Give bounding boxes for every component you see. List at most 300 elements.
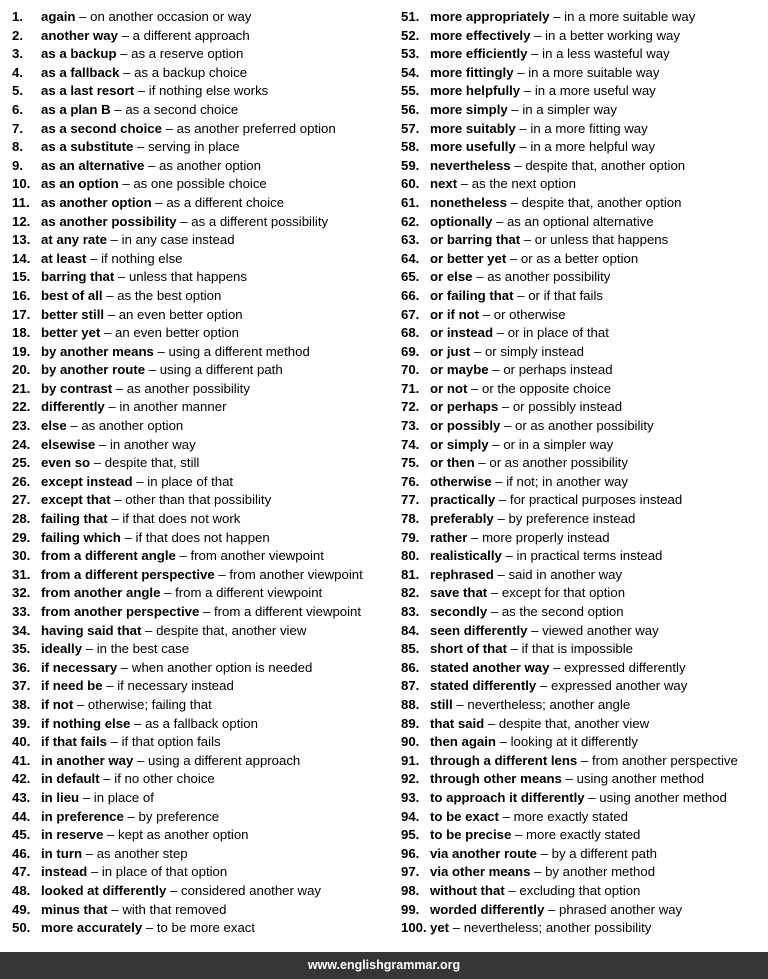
item-definition: as another step [96,845,188,861]
list-item [401,157,766,176]
item-definition: more exactly stated [513,808,628,824]
item-definition: as an optional alternative [506,213,654,229]
item-definition: a different approach [132,27,250,43]
list-item [401,213,766,232]
item-definition: as a different possibility [191,213,329,229]
item-text [41,213,328,232]
item-number: 24. [12,436,31,452]
item-term: as another possibility [41,213,177,229]
item-text [430,752,738,771]
item-separator: – [106,232,122,248]
item-number: 44. [12,808,31,824]
list-item [401,231,766,250]
item-term: as an option [41,176,119,192]
item-separator: – [153,343,169,359]
item-number: 12. [12,213,31,229]
item-separator: – [118,176,134,192]
item-text [430,901,682,920]
item-number: 56. [401,101,420,117]
item-text [430,8,695,27]
item-separator: – [472,269,488,285]
list-item [12,677,392,696]
item-number: 60. [401,176,420,192]
item-number: 70. [401,362,420,378]
item-separator: – [134,83,149,99]
item-separator: – [452,696,468,712]
list-item [401,268,766,287]
item-number: 46. [12,845,31,861]
item-definition: or otherwise [493,306,566,322]
list-item [401,770,766,789]
item-separator: – [498,808,514,824]
item-number: 78. [401,511,420,527]
item-definition: despite that, another option [521,194,682,210]
item-term: minus that [41,901,108,917]
left-column [12,8,392,938]
item-number: 9. [12,157,23,173]
item-definition: an even better option [115,325,239,341]
item-text [41,603,361,622]
word-list [0,8,768,948]
item-number: 84. [401,622,420,638]
item-separator: – [144,157,160,173]
item-term: having said that [41,622,142,638]
item-number: 80. [401,548,420,564]
item-number: 49. [12,901,31,917]
item-term: from a different angle [41,548,176,564]
list-item [401,175,766,194]
list-item [12,808,392,827]
item-definition: by preference instead [508,511,636,527]
list-item [401,622,766,641]
list-item [12,138,392,157]
list-item [401,473,766,492]
item-term: or else [430,269,473,285]
item-term: if not [41,696,74,712]
item-number: 6. [12,101,23,117]
item-number: 38. [12,696,31,712]
item-separator: – [495,492,510,508]
item-text [41,584,322,603]
item-text [41,417,183,436]
item-term: except instead [41,473,133,489]
item-term: more accurately [41,920,143,936]
right-column [401,8,766,938]
item-number: 30. [12,548,31,564]
item-text [430,473,628,492]
item-text [430,677,687,696]
item-number: 57. [401,120,420,136]
list-item [12,547,392,566]
list-item [12,659,392,678]
item-separator: – [112,380,127,396]
item-number: 23. [12,418,31,434]
item-definition: or as another possibility [515,418,654,434]
list-item [401,306,766,325]
list-item [401,120,766,139]
item-separator: – [537,845,552,861]
item-text [41,547,324,566]
item-term: as a substitute [41,139,134,155]
item-text [430,231,668,250]
item-number: 62. [401,213,420,229]
item-term: by another route [41,362,146,378]
item-separator: – [82,845,97,861]
item-term: nonetheless [430,194,507,210]
item-definition: expressed another way [550,678,688,694]
list-item [401,715,766,734]
item-term: or perhaps [430,399,499,415]
item-separator: – [133,139,149,155]
item-text [41,324,239,343]
item-term: stated another way [430,659,550,675]
item-number: 68. [401,325,420,341]
item-number: 39. [12,715,31,731]
item-term: failing that [41,511,108,527]
item-text [41,510,240,529]
item-term: elsewise [41,436,96,452]
item-definition: as one possible choice [133,176,267,192]
list-item [12,882,392,901]
item-text [41,882,321,901]
item-separator: – [500,418,516,434]
item-text [430,175,576,194]
item-separator: – [493,511,509,527]
item-separator: – [520,83,535,99]
list-item [12,82,392,101]
item-number: 11. [12,194,30,210]
item-number: 87. [401,678,420,694]
item-separator: – [515,120,531,136]
item-term: seen differently [430,622,528,638]
item-number: 76. [401,473,420,489]
item-text [430,566,622,585]
item-separator: – [104,306,119,322]
item-definition: in a more fitting way [530,120,648,136]
list-item [12,157,392,176]
item-text [430,120,648,139]
item-term: without that [430,882,505,898]
item-term: otherwise [430,473,492,489]
list-item [12,603,392,622]
item-separator: – [90,455,105,471]
item-text [41,175,267,194]
item-text [41,919,255,938]
item-term: still [430,696,453,712]
item-text [430,547,662,566]
item-number: 14. [12,250,31,266]
item-text [41,27,250,46]
item-definition: looking at it differently [510,734,638,750]
item-term: in reserve [41,827,104,843]
item-text [430,138,655,157]
list-item [401,603,766,622]
item-definition: as another possibility [126,380,250,396]
item-number: 73. [401,418,420,434]
item-term: or then [430,455,475,471]
list-item [401,491,766,510]
item-term: then again [430,734,496,750]
list-item [12,919,392,938]
item-number: 13. [12,232,31,248]
item-text [430,789,727,808]
item-text [41,770,215,789]
item-definition: as the second option [501,604,624,619]
item-term: at least [41,250,87,266]
item-separator: – [493,566,509,582]
list-item [12,324,392,343]
list-item [12,268,392,287]
item-number: 66. [401,287,420,303]
list-item [401,138,766,157]
item-number: 96. [401,845,420,861]
item-separator: – [107,901,123,917]
list-item [401,584,766,603]
item-number: 4. [12,64,23,80]
item-text [430,584,625,603]
item-term: except that [41,492,111,508]
footer-site-url: www.englishgrammar.org [307,958,461,972]
item-term: or just [430,343,471,359]
item-definition: more properly instead [482,529,610,545]
list-item [12,194,392,213]
item-text [430,454,628,473]
item-separator: – [102,287,118,303]
item-separator: – [492,213,507,229]
item-term: more efficiently [430,46,528,62]
item-separator: – [141,622,157,638]
list-item [401,696,766,715]
item-definition: in place of that [147,473,234,489]
list-item [401,566,766,585]
item-number: 40. [12,734,31,750]
item-text [41,138,240,157]
item-separator: – [467,380,483,396]
item-term: even so [41,455,91,471]
item-text [430,157,685,176]
item-term: again [41,9,76,24]
item-number: 28. [12,511,31,527]
item-number: 69. [401,343,420,359]
item-definition: in another manner [119,399,227,415]
item-term: in another way [41,752,134,768]
item-term: by contrast [41,380,113,396]
item-number: 18. [12,325,31,341]
item-separator: – [214,566,230,582]
item-definition: or as another possibility [489,455,628,471]
item-definition: if no other choice [114,771,215,787]
item-number: 32. [12,585,31,601]
item-text [41,250,183,269]
item-definition: in a more useful way [534,83,656,99]
item-definition: if that option fails [121,734,221,750]
item-number: 100. [401,920,427,936]
item-text [41,566,363,585]
item-number: 63. [401,232,420,248]
item-definition: using a different method [168,343,310,359]
list-item [401,845,766,864]
item-text [430,640,633,659]
list-item [12,213,392,232]
item-separator: – [536,678,551,694]
list-item [401,287,766,306]
list-item [401,324,766,343]
item-number: 93. [401,789,420,805]
list-item [401,343,766,362]
item-text [41,82,268,101]
item-separator: – [513,287,529,303]
item-term: as another option [41,194,152,210]
item-definition: said in another way [508,566,623,582]
item-definition: as the best option [117,287,222,303]
item-definition: or simply instead [484,343,584,359]
item-separator: – [110,101,126,117]
list-item [12,64,392,83]
item-number: 41. [12,752,31,768]
list-item [12,901,392,920]
item-definition: as a fallback option [145,715,258,731]
item-definition: as a different choice [166,194,285,210]
item-text [430,82,656,101]
item-number: 3. [12,46,23,62]
item-term: next [430,176,458,192]
item-separator: – [104,399,120,415]
item-term: as a last resort [41,83,135,99]
item-definition: by a different path [551,845,658,861]
list-item [12,789,392,808]
item-definition: as another preferred option [176,120,336,136]
item-text [41,101,238,120]
item-text [430,324,609,343]
item-term: instead [41,864,88,880]
item-separator: – [457,176,472,192]
item-term: rephrased [430,566,494,582]
item-term: or barring that [430,232,521,248]
item-number: 74. [401,436,420,452]
list-item [12,566,392,585]
item-number: 37. [12,678,31,694]
item-separator: – [506,250,521,266]
item-separator: – [506,641,522,657]
item-separator: – [160,585,176,601]
list-item [12,175,392,194]
item-separator: – [130,715,146,731]
item-separator: – [561,771,577,787]
item-definition: in place of that option [101,864,228,880]
item-separator: – [515,139,531,155]
item-term: as a second choice [41,120,162,136]
list-item [401,8,766,27]
item-separator: – [527,622,543,638]
item-separator: – [549,659,565,675]
item-text [430,45,670,64]
item-text [430,287,603,306]
item-text [430,213,654,232]
item-definition: expressed differently [564,659,686,675]
item-term: or if not [430,306,480,322]
item-definition: despite that, still [104,455,200,471]
item-term: secondly [430,604,488,619]
item-separator: – [488,436,504,452]
item-definition: more exactly stated [526,827,641,843]
item-term: yet [430,920,450,936]
item-separator: – [470,343,485,359]
item-number: 21. [12,380,31,396]
item-term: more fittingly [430,64,514,80]
item-definition: using another method [576,771,705,787]
item-separator: – [530,864,546,880]
item-term: worded differently [430,901,545,917]
item-definition: viewed another way [542,622,659,638]
item-definition: or in a simpler way [503,436,614,452]
item-term: from another perspective [41,604,200,619]
item-term: more simply [430,101,508,117]
item-number: 7. [12,120,23,136]
list-item [12,826,392,845]
item-number: 53. [401,46,420,62]
item-term: ideally [41,641,83,657]
item-text [41,491,271,510]
item-number: 81. [401,566,420,582]
list-item [12,491,392,510]
item-separator: – [151,194,167,210]
list-item [401,101,766,120]
item-separator: – [510,157,526,173]
item-text [41,529,270,548]
item-definition: despite that, another view [156,622,307,638]
list-item [12,696,392,715]
item-definition: if necessary instead [117,678,234,694]
item-number: 85. [401,641,420,657]
item-separator: – [487,604,502,619]
list-item [401,82,766,101]
item-text [430,882,640,901]
item-definition: as a backup choice [134,64,248,80]
item-number: 97. [401,864,420,880]
item-term: best of all [41,287,103,303]
item-definition: in another way [109,436,196,452]
list-item [12,45,392,64]
item-separator: – [103,827,118,843]
item-term: or maybe [430,362,489,378]
item-number: 91. [401,752,420,768]
item-definition: despite that, another option [525,157,686,173]
item-text [430,491,682,510]
item-text [41,863,227,882]
item-definition: by preference [138,808,220,824]
item-separator: – [142,920,157,936]
item-term: failing which [41,529,121,545]
item-text [41,361,283,380]
item-text [41,789,154,808]
item-term: via other means [430,864,531,880]
item-text [430,845,657,864]
item-number: 5. [12,83,23,99]
item-text [41,268,247,287]
item-term: to be exact [430,808,499,824]
item-definition: in practical terms instead [516,548,663,564]
item-separator: – [75,9,91,24]
item-number: 92. [401,771,420,787]
list-item [401,882,766,901]
list-item [12,101,392,120]
item-definition: nevertheless; another angle [467,696,631,712]
item-separator: – [107,511,123,527]
item-text [41,306,243,325]
list-item [401,510,766,529]
item-definition: otherwise; failing that [87,696,212,712]
item-number: 94. [401,808,420,824]
